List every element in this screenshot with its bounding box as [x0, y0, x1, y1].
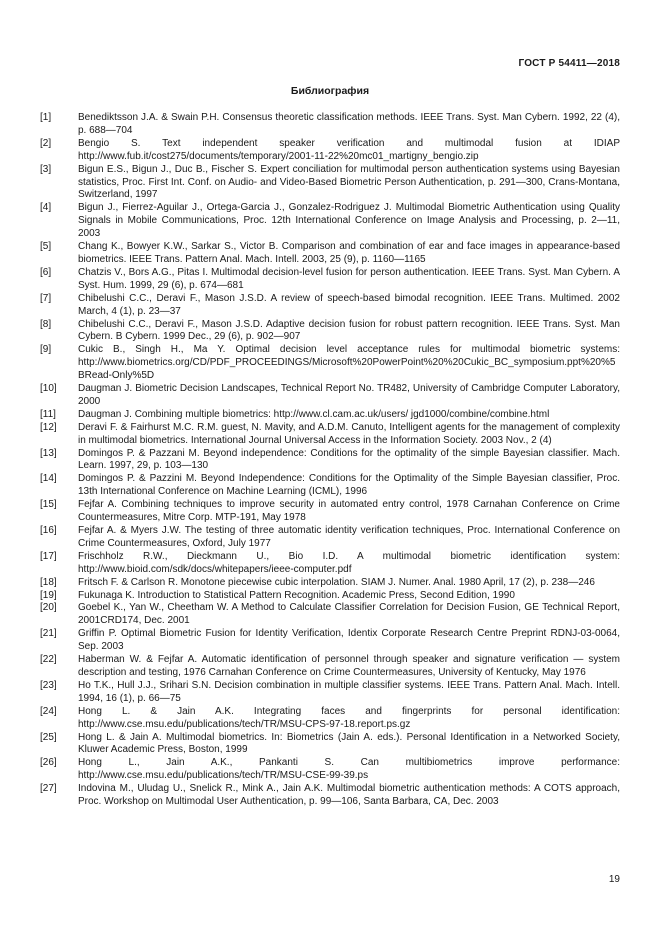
reference-text: Haberman W. & Fejfar A. Automatic identification of personnel through speaker and signature verification — system description and testing, 1976 Carnahan Conference on Crime Countermeasures, University of Kentucky, May 1976 — [78, 654, 620, 678]
reference-number: [19] — [40, 589, 57, 601]
reference-number: [20] — [40, 602, 57, 614]
reference-number: [8] — [40, 318, 52, 330]
reference-number: [27] — [40, 783, 57, 795]
reference-item — [40, 344, 620, 383]
reference-number: [18] — [40, 576, 57, 588]
reference-number: [4] — [40, 202, 52, 214]
reference-number: [15] — [40, 499, 57, 511]
reference-item — [40, 422, 620, 448]
reference-text: Deravi F. & Fairhurst M.C. R.M. guest, N. Mavity, and A.D.M. Canuto, Intelligent agents for the management of complexity in multimodal biometrics. International Journal Universal Access in the Information Society. 2003 Nov., 2 (4) — [78, 421, 620, 446]
reference-number: [12] — [40, 421, 57, 433]
reference-item — [40, 654, 620, 680]
reference-number: [2] — [40, 137, 52, 149]
doc-header: ГОСТ Р 54411—2018 — [518, 58, 620, 69]
reference-text: Bigun E.S., Bigun J., Duc B., Fischer S. Expert conciliation for multimodal person authentication systems using Bayesian statistics, Proc. First Int. Conf. on Audio- and Video-Based Biometric Person Authentication, p. 291—300, Crans-Montana, Switzerland, 1997 — [78, 163, 620, 201]
reference-item — [40, 602, 620, 628]
reference-text: Daugman J. Combining multiple biometrics: http://www.cl.cam.ac.uk/users/ jgd1000/combine/combine.html — [78, 408, 550, 420]
reference-item — [40, 473, 620, 499]
reference-number: [6] — [40, 266, 52, 278]
reference-text: Frischholz R.W., Dieckmann U., Bio I.D. A multimodal biometric identification system: http://www.bioid.com/sdk/docs/whitepapers/ieee-computer.pdf — [78, 550, 620, 575]
reference-text: Daugman J. Biometric Decision Landscapes, Technical Report No. TR482, University of Cambridge Computer Laboratory, 2000 — [78, 383, 620, 407]
reference-item — [40, 577, 620, 590]
reference-number: [9] — [40, 344, 52, 356]
reference-item — [40, 112, 620, 138]
reference-item — [40, 680, 620, 706]
reference-item — [40, 267, 620, 293]
reference-number: [1] — [40, 112, 52, 123]
reference-number: [26] — [40, 757, 57, 769]
reference-number: [11] — [40, 408, 56, 420]
reference-item — [40, 628, 620, 654]
reference-text: Hong L., Jain A.K., Pankanti S. Can multibiometrics improve performance: http://www.cse.msu.edu/publications/tech/TR/MSU-CSE-99-39.ps — [78, 757, 620, 782]
reference-text: Bengio S. Text independent speaker verification and multimodal fusion at IDIAP http://www.fub.it/cost275/documents/temporary/2001-11-22%20mc01_martigny_bengio.zip — [78, 137, 620, 162]
reference-text: Chang K., Bowyer K.W., Sarkar S., Victor B. Comparison and combination of ear and face images in appearance-based biometrics. IEEE Trans. Pattern Anal. Mach. Intell. 2003, 25 (9), p. 1160—1165 — [78, 241, 620, 265]
reference-number: [24] — [40, 705, 57, 717]
reference-text: Ho T.K., Hull J.J., Srihari S.N. Decision combination in multiple classifier systems. IEEE Trans. Pattern Anal. Mach. Intell. 1994, 16 (1), p. 66—75 — [78, 679, 620, 704]
reference-item — [40, 783, 620, 809]
reference-number: [17] — [40, 550, 57, 562]
reference-text: Domingos P. & Pazzani M. Beyond independence: Conditions for the optimality of the simple Bayesian classifier. Mach. Learn. 1997, 29, p. 103—130 — [78, 447, 620, 472]
reference-text: Bigun J., Fierrez-Aguilar J., Ortega-Garcia J., Gonzalez-Rodriguez J. Multimodal Biometric Authentication using Quality Signals in Mobile Communications, Proc. 12th International Conference on Image Analysis and Processing, p. 2—11, 2003 — [78, 202, 620, 240]
reference-number: [25] — [40, 731, 57, 743]
reference-number: [7] — [40, 292, 52, 304]
reference-text: Fukunaga K. Introduction to Statistical Pattern Recognition. Academic Press, Second Edition, 1990 — [78, 589, 515, 601]
reference-item — [40, 409, 620, 422]
reference-item — [40, 138, 620, 164]
reference-item — [40, 757, 620, 783]
reference-text: Fritsch F. & Carlson R. Monotone piecewise cubic interpolation. SIAM J. Numer. Anal. 1980 April, 17 (2), p. 238—246 — [78, 576, 595, 588]
reference-text: Griffin P. Optimal Biometric Fusion for Identity Verification, Identix Corporate Research Centre Preprint RDNJ-03-0064, Sep. 2003 — [78, 628, 620, 653]
reference-item — [40, 293, 620, 319]
reference-item — [40, 202, 620, 241]
reference-item — [40, 590, 620, 603]
reference-list — [40, 112, 620, 866]
reference-item — [40, 551, 620, 577]
reference-item — [40, 319, 620, 345]
reference-text: Chatzis V., Bors A.G., Pitas I. Multimodal decision-level fusion for person authentication. IEEE Trans. Syst. Man Cybern. A Syst. Hum. 1999, 29 (6), p. 674—681 — [78, 266, 620, 291]
reference-number: [14] — [40, 473, 57, 485]
reference-number: [23] — [40, 679, 57, 691]
reference-item — [40, 732, 620, 758]
reference-text: Goebel K., Yan W., Cheetham W. A Method to Calculate Classifier Correlation for Decision Fusion, GE Technical Report, 2001CRD174, Dec. 2001 — [78, 602, 620, 627]
reference-number: [13] — [40, 447, 57, 459]
reference-text: Fejfar A. Combining techniques to improve security in automated entry control, 1978 Carnahan Conference on Crime Countermeasures, Mitre Corp. MTP-191, May 1978 — [78, 499, 620, 524]
reference-item — [40, 448, 620, 474]
reference-number: [3] — [40, 163, 52, 175]
reference-item — [40, 383, 620, 409]
reference-number: [21] — [40, 628, 57, 640]
reference-text: Chibelushi C.C., Deravi F., Mason J.S.D. Adaptive decision fusion for robust pattern recognition. IEEE Trans. Syst. Man Cybern. B Cybern. 1999 Dec., 29 (6), p. 902—907 — [78, 318, 620, 343]
page-title: Библиография — [290, 85, 370, 97]
reference-text: Domingos P. & Pazzini M. Beyond Independence: Conditions for the Optimality of the Simple Bayesian classifier, Proc. 13th International Conference on Machine Learning (ICML), 1996 — [78, 473, 620, 498]
reference-text: Indovina M., Uludag U., Snelick R., Mink A., Jain A.K. Multimodal biometric authentication methods: A COTS approach, Proc. Workshop on Multimodal User Authentication, p. 99—106, Santa Barbara, CA, Dec. 2003 — [78, 783, 620, 808]
reference-number: [10] — [40, 383, 57, 395]
reference-item — [40, 525, 620, 551]
reference-number: [16] — [40, 525, 57, 536]
page-number: 19 — [608, 874, 620, 885]
reference-number: [5] — [40, 241, 52, 253]
reference-text: Fejfar A. & Myers J.W. The testing of three automatic identity verification techniques, Proc. International Conference on Crime Countermeasures, Oxford, July 1977 — [78, 525, 620, 549]
reference-text: Benediktsson J.A. & Swain P.H. Consensus theoretic classification methods. IEEE Trans. Syst. Man Cybern. 1992, 22 (4), p. 688—704 — [78, 112, 620, 136]
reference-number: [22] — [40, 654, 57, 666]
reference-text: Hong L. & Jain A. Multimodal biometrics. In: Biometrics (Jain A. eds.). Personal Identification in a Networked Society, Kluwer Academic Press, Boston, 1999 — [78, 731, 620, 756]
reference-text: Hong L. & Jain A.K. Integrating faces and fingerprints for personal identification: http://www.cse.msu.edu/publications/tech/TR/MSU-CPS-97-18.report.ps.gz — [78, 705, 620, 730]
reference-text: Cukic B., Singh H., Ma Y. Optimal decision level acceptance rules for multimodal biometric systems: http://www.biometrics.org/CD/PDF_PROCEEDINGS/Microsoft%20PowerPoint%20%20Cukic_BC_symposium.ppt%20%5BRead-Only%5D — [78, 344, 620, 382]
reference-item — [40, 706, 620, 732]
reference-item — [40, 241, 620, 267]
reference-item — [40, 164, 620, 203]
reference-item — [40, 499, 620, 525]
reference-text: Chibelushi C.C., Deravi F., Mason J.S.D. A review of speech-based bimodal recognition. IEEE Trans. Multimed. 2002 March, 4 (1), p. 23—37 — [78, 292, 620, 317]
